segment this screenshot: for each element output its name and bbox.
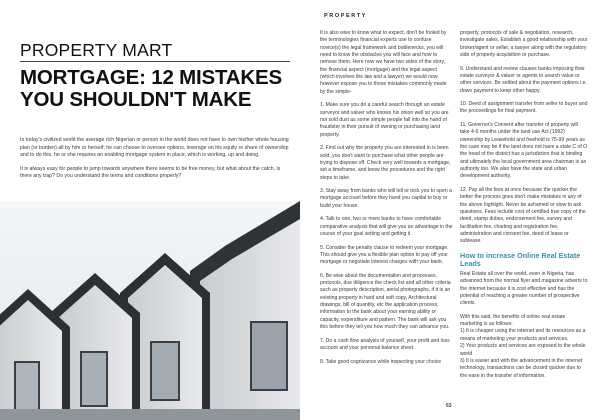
- section-label: PROPERTY: [324, 13, 368, 19]
- benefit-item-2: 2) Your products and services are exposed to the whole world: [460, 343, 586, 357]
- paragraph: property, protocols of sale & negotiation, research, investigate sales. Establish a good relationship with your broker/agent or seller, a lawyer along with the regulatory side of property acquisition or purchase.: [460, 30, 588, 59]
- paragraph: It is also wise to know what to expect, don't be fooled by the terminologies financial experts use to confuse novice(s) the legal framework and bottlenecks, you will need to know the obstacles you will face and how to remove them. Here now we have two sides of the story, the financial aspect (mortgage) and the legal aspect (which involves the law and a lawyer) we would now however expose you to those mistakes commonly made by the simple-: [320, 30, 447, 95]
- text-column-1: [320, 30, 453, 372]
- mistake-item-2: 2. Find out why the property you are interested in is been sold, you don't want to purchase what other people are trying to dispose off. Check very well towards a mortgage, set a timeframe, and know the procedures and the right steps to take.: [320, 145, 451, 181]
- benefit-item-3: 3) It is easier and with the advancement in the internet technology, transactions can be closed quicker due to the ease in the transfer of information.: [460, 357, 583, 379]
- right-page: [300, 0, 600, 420]
- modern-gable-houses-image: [0, 201, 300, 420]
- intro-text: [20, 137, 290, 187]
- title-line-2: MORTGAGE: 12 MISTAKES YOU SHOULDN'T MAKE: [20, 66, 282, 111]
- intro-paragraph-2: It is always easy for people to jump towards anywhere there seems to be free money, but what about the catch, is there any trap? Do you understand the terms and conditions properly?: [20, 165, 281, 180]
- subheading: How to increase Online Real Estate Leads: [460, 250, 581, 269]
- title-divider: [20, 61, 290, 62]
- mistake-item-7: 7. Do a cash flow analysis of yourself, your profit and loss account and your personal balance sheet.: [320, 337, 450, 352]
- mistake-item-11: 11. Governor's Consent after transfer of property will take 4-6 months under the land use Act (1992) ownership by Leasehold and freehold is 75-99 years as the case may be if the land does not have a state C of O the head of the district has a jurisdiction that is binding and ultimately the local government area chairman is an authority too. We also have the state and urban development authority.: [460, 122, 588, 180]
- text-column-2: [460, 30, 588, 380]
- mistake-item-1: 1. Make sure you do a careful search through an estate surveyor and valuer who knows his onion well so you are not sold dust as some simple people fall into the hand of fraudster in their pursuit of owning or purchasing land property.: [320, 102, 449, 138]
- mistake-item-6: 6. Be wise about the documentation and processes, protocols, due diligence the check list and all other criteria such as property description, aerial photographs, if it is an existing property in hard and soft copy, Architectural drawings, bill of quantity, etc the application process, information to the bank about your earning ability or capacity, expenditure and pattern. The bank will ask you this before they tell you how much they can advance you.: [320, 272, 451, 331]
- mistake-item-9: 9. Understand and review clauses banks imposing their estate surveyor & valuer or agents to search value or other services. Be settled about the payment options i.e. down payment to keep other happy.: [460, 65, 587, 94]
- benefit-item-1: 1) It is cheaper using the internet and its resources as a means of marketing your products and services.: [460, 328, 586, 342]
- page-number: 63: [446, 403, 452, 409]
- mistake-item-12: 12. Pay all the fees at once because the quicker the better the process goes don't make mistakes in any of the above highlight. Never be ashamed or slow to ask questions. Fees include cost of certified true copy of the deed, stamp duties, endorsement fee, survey and facilitation fee, charting and registration fee, administration and consent fee, deed of lease or sublease.: [460, 186, 586, 245]
- article-title-block: [20, 41, 295, 111]
- mistake-item-10: 10. Deed of assignment transfer from seller to buyer and the proceedings for final payment.: [460, 101, 588, 115]
- houses-photo: [0, 201, 300, 420]
- mistake-item-4: 4. Talk to one, two or more banks to have comfortable comparative analysis that will give you an advantage in the course of your goal setting and getting it.: [320, 216, 453, 237]
- title-line-1: PROPERTY MART: [20, 40, 173, 60]
- mistake-item-5: 5. Consider the penalty clause to redeem your mortgage. This should give you a flexible plan option to pay off your mortgage or negotiate interest charges with your bank.: [320, 244, 449, 266]
- paragraph: With this said, the benefits of online real estate marketing is as follows:: [460, 313, 566, 328]
- paragraph: Real Estate all over the world, even in Nigeria, has advanced from the normal flyer and magazine adverts to the internet because it is cost effective and has the potential of reaching a greater number of prospective clients.: [460, 270, 588, 307]
- mistake-item-8: 8. Take good cognizance while inspecting your choice: [320, 358, 442, 365]
- intro-paragraph-1: In today's civilized world the average rich Nigerian or person in the world does not have to own his/her whole housing plan (or burden) all by him or herself; he can choose to oversee options, leverage on his equity or share of ownership and to do this, he or she requires an enabling mortgage system in place, which is working, up and doing.: [20, 137, 289, 159]
- mistake-item-3: 3. Stay away from banks who will tell or trick you to open a mortgage account before they hand you capital to buy or build your house.: [320, 188, 452, 209]
